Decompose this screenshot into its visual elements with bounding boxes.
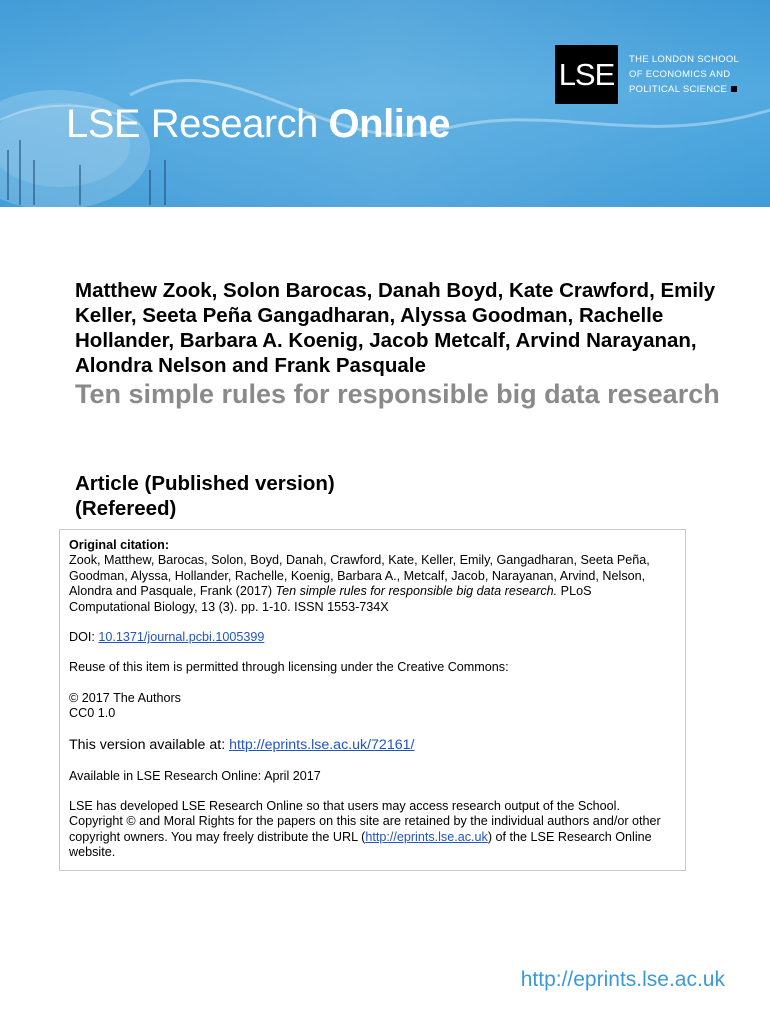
site-title-bold: Online <box>328 102 450 146</box>
citation-title: Ten simple rules for responsible big data research. <box>275 584 558 599</box>
doi-line <box>69 630 676 645</box>
article-type <box>75 471 475 521</box>
citation-label: Original citation: <box>69 538 170 552</box>
paper-title: Ten simple rules for responsible big data research <box>75 379 720 409</box>
doi-link[interactable]: 10.1371/journal.pcbi.1005399 <box>98 630 265 645</box>
notice-text: LSE has developed LSE Research Online so that users may access research output of the School. Copyright © and Moral Rights for the papers on this site are retained by the individual authors and/or other copyright owners. You may freely distribute the URL ( <box>69 799 661 844</box>
citation-source: PLoS Computational Biology, 13 (3). pp. 1-10. ISSN 1553-734X <box>69 584 592 614</box>
header-banner <box>0 0 770 207</box>
version-link[interactable]: http://eprints.lse.ac.uk/72161/ <box>229 736 415 753</box>
site-title <box>66 100 450 148</box>
license-name: CC0 1.0 <box>69 706 116 721</box>
article-type-line-1: Article (Published version) <box>75 472 335 495</box>
notice-text-end: ) of the LSE Research Online website. <box>69 829 652 860</box>
doi-label: DOI: <box>69 630 99 645</box>
reuse-text: Reuse of this item is permitted through licensing under the Creative Commons: <box>69 660 509 675</box>
citation-block <box>69 538 676 615</box>
school-name-line-2: OF ECONOMICS AND <box>629 69 731 80</box>
availability-text: Available in LSE Research Online: April 2017 <box>69 768 321 783</box>
article-type-line-2: (Refereed) <box>75 497 177 520</box>
school-name-line-1: THE LONDON SCHOOL <box>629 54 740 65</box>
license-block <box>69 691 676 722</box>
version-line <box>69 737 676 754</box>
school-name <box>629 52 764 97</box>
site-title-light: LSE Research <box>66 102 329 146</box>
copyright-notice <box>69 799 676 861</box>
version-label: This version available at: <box>69 736 230 753</box>
eprints-link[interactable]: http://eprints.lse.ac.uk <box>365 829 488 844</box>
footer-url[interactable]: http://eprints.lse.ac.uk <box>520 968 725 991</box>
copyright-text: © 2017 The Authors <box>69 690 181 705</box>
square-icon <box>731 86 737 92</box>
citation-info-box <box>59 529 686 871</box>
citation-text: Zook, Matthew, Barocas, Solon, Boyd, Danah, Crawford, Kate, Keller, Emily, Gangadharan, Seeta Peña, Goodman, Alyssa, Hollander, Rachelle, Koenig, Barbara A., Metcalf, Jacob, Narayanan, Arvind, Nelson, Alondra and Pasquale, Frank (2017) <box>69 553 650 599</box>
school-name-line-3 <box>629 82 764 97</box>
author-list: Matthew Zook, Solon Barocas, Danah Boyd, Kate Crawford, Emily Keller, Seeta Peña Gangadharan, Alyssa Goodman, Rachelle Hollander, Barbara A. Koenig, Jacob Metcalf, Arvind Narayanan, Alondra Nelson and Frank Pasquale <box>75 279 716 377</box>
school-name-line-3-text: POLITICAL SCIENCE <box>629 84 728 95</box>
lse-logo: LSE <box>555 45 618 104</box>
